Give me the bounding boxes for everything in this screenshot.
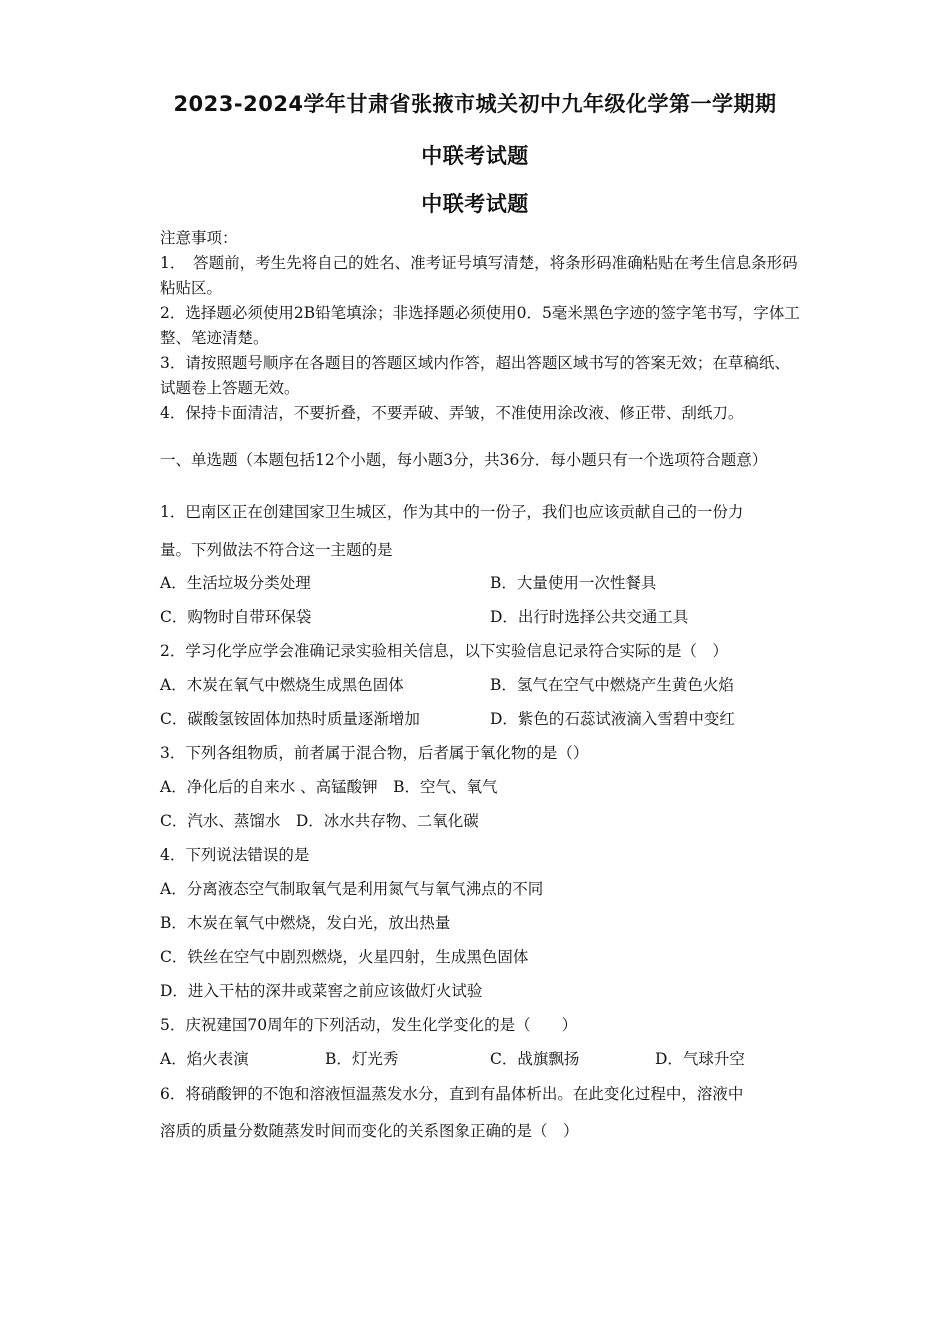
exam-title-line-3: 中联考试题	[421, 192, 529, 216]
question-3-options-ab: A．净化后的自来水 、高锰酸钾 B．空气、氧气	[160, 778, 498, 796]
question-1-option-c: C．购物时自带环保袋	[160, 608, 312, 626]
question-2-option-d: D．紫色的石蕊试液滴入雪碧中变红	[490, 710, 735, 728]
exam-title-line-2: 中联考试题	[421, 144, 529, 168]
question-1-stem-line-2: 量。下列做法不符合这一主题的是	[160, 541, 393, 559]
notice-item-2: 2．选择题必须使用2B铅笔填涂；非选择题必须使用0．5毫米黑色字迹的签字笔书写，字体工整、笔迹清楚。	[160, 304, 800, 347]
question-2-option-b: B．氢气在空气中燃烧产生黄色火焰	[490, 676, 734, 694]
question-2-option-c: C．碳酸氢铵固体加热时质量逐渐增加	[160, 710, 420, 728]
question-4-option-b: B．木炭在氧气中燃烧，发白光，放出热量	[160, 914, 451, 932]
question-6-stem-line-2: 溶质的质量分数随蒸发时间而变化的关系图象正确的是（ ）	[160, 1122, 579, 1140]
question-3-stem: 3．下列各组物质，前者属于混合物，后者属于氧化物的是（）	[160, 744, 589, 762]
question-1-option-a: A．生活垃圾分类处理	[160, 574, 311, 592]
question-4-stem: 4．下列说法错误的是	[160, 846, 310, 864]
question-5-stem: 5．庆祝建国70周年的下列活动，发生化学变化的是（ ）	[160, 1016, 578, 1034]
notice-item-4: 4．保持卡面清洁，不要折叠，不要弄破、弄皱，不准使用涂改液、修正带、刮纸刀。	[160, 404, 744, 422]
notice-heading: 注意事项：	[160, 229, 238, 247]
question-2-option-a: A．木炭在氧气中燃烧生成黑色固体	[160, 676, 404, 694]
question-4-option-c: C．铁丝在空气中剧烈燃烧，火星四射，生成黑色固体	[160, 948, 529, 966]
notice-item-3: 3．请按照题号顺序在各题目的答题区域内作答，超出答题区域书写的答案无效；在草稿纸、试题卷上答题无效。	[160, 354, 790, 397]
question-5-option-d: D．气球升空	[655, 1050, 745, 1068]
question-5-option-c: C．战旗飘扬	[490, 1050, 580, 1068]
question-1-option-b: B．大量使用一次性餐具	[490, 574, 657, 592]
notice-block	[160, 226, 800, 426]
section-heading: 一、单选题（本题包括12个小题，每小题3分，共36分．每小题只有一个选项符合题意）	[160, 451, 768, 469]
exam-title-line-1: 2023-2024学年甘肃省张掖市城关初中九年级化学第一学期期	[173, 92, 777, 116]
question-3-options-cd: C．汽水、蒸馏水 D．冰水共存物、二氧化碳	[160, 812, 479, 830]
question-1-option-d: D．出行时选择公共交通工具	[490, 608, 689, 626]
question-2-stem: 2．学习化学应学会准确记录实验相关信息，以下实验信息记录符合实际的是（ ）	[160, 642, 728, 660]
notice-item-1: 1． 答题前，考生先将自己的姓名、准考证号填写清楚，将条形码准确粘贴在考生信息条形码粘贴区。	[160, 254, 798, 297]
question-4-option-a: A．分离液态空气制取氧气是利用氮气与氧气沸点的不同	[160, 880, 544, 898]
question-5-option-b: B．灯光秀	[325, 1050, 399, 1068]
question-1-stem-line-1: 1．巴南区正在创建国家卫生城区，作为其中的一份子，我们也应该贡献自己的一份力	[160, 503, 744, 521]
question-4-option-d: D．进入干枯的深井或菜窖之前应该做灯火试验	[160, 982, 483, 1000]
question-6-stem-line-1: 6．将硝酸钾的不饱和溶液恒温蒸发水分，直到有晶体析出。在此变化过程中，溶液中	[160, 1085, 744, 1103]
question-5-option-a: A．焰火表演	[160, 1050, 249, 1068]
